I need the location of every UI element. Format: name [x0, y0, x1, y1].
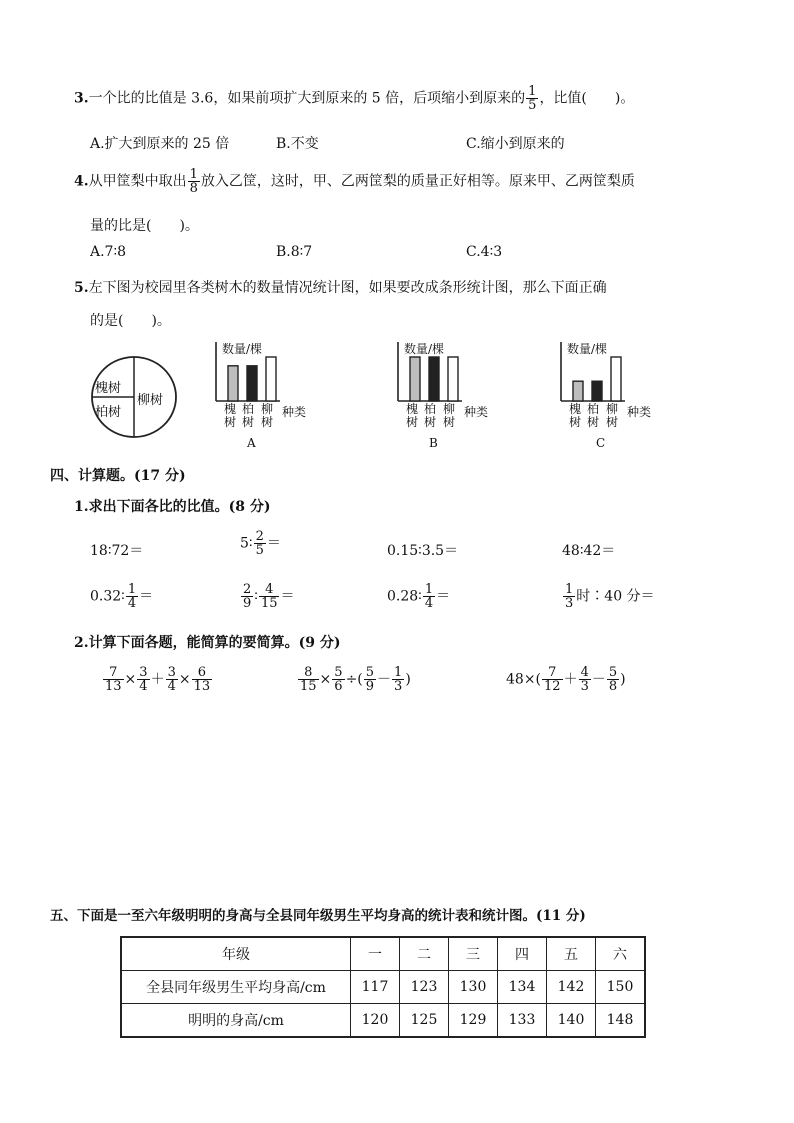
q3-option-a: A.扩大到原来的 25 倍 [90, 136, 230, 152]
expr-1: $\frac{7}{13}$ × $\frac{3}{4}$ ＋ $\frac{3}{4}$ × $\frac{6}{13}$ [105, 665, 211, 694]
table-cell: 四 [498, 937, 547, 971]
chart-c-ylabel: 数量/棵 [567, 342, 608, 356]
table-cell: 117 [351, 971, 400, 1004]
pie-label-bai: 柏树 [95, 405, 122, 420]
bar-2 [592, 381, 602, 401]
chart-b-xlabel: 种类 [464, 405, 489, 419]
bar-chart-a [200, 336, 330, 456]
chart-a-cat-3: 柳树 [261, 402, 274, 429]
q4-frac: $\frac{1}{8}$ [189, 167, 198, 196]
table-cell: 全县同年级男生平均身高/cm [121, 971, 351, 1004]
table-cell: 133 [498, 1004, 547, 1038]
q3-frac: $\frac{1}{5}$ [528, 84, 537, 113]
expr-3: 48×( $\frac{7}{12}$ ＋ $\frac{4}{3}$ － $\frac{5}{8}$ ) [506, 665, 626, 694]
table-row [121, 1004, 645, 1038]
height-table [120, 936, 646, 1038]
bar-2 [247, 366, 257, 401]
chart-a-cat-2: 柏树 [242, 402, 255, 429]
table-cell: 120 [351, 1004, 400, 1038]
q4-option-b: B.8∶7 [276, 244, 313, 260]
table-cell: 年级 [121, 937, 351, 971]
chart-a-plot [200, 336, 330, 456]
table-cell: 123 [400, 971, 449, 1004]
ratio-015-35: 0.15∶3.5＝ [387, 543, 459, 559]
ratio-third-hour-40min: $\frac{1}{3}$ 时∶40 分＝ [565, 582, 655, 611]
expr-2: $\frac{8}{15}$ × $\frac{5}{6}$ ÷( $\frac{5}{9}$ － $\frac{1}{3}$ ) [300, 665, 411, 694]
table-cell: 134 [498, 971, 547, 1004]
table-cell: 明明的身高/cm [121, 1004, 351, 1038]
chart-b-ylabel: 数量/棵 [404, 342, 445, 356]
chart-c-cat-1: 槐树 [569, 402, 582, 429]
q5-stem-cont: 的是( )。 [90, 313, 171, 329]
table-cell: 150 [596, 971, 646, 1004]
ratio-18-72: 18∶72＝ [90, 543, 144, 559]
chart-c-cat-3: 柳树 [606, 402, 619, 429]
table-row [121, 971, 645, 1004]
table-cell: 五 [547, 937, 596, 971]
bar-3 [611, 357, 621, 401]
q4-option-a: A.7∶8 [90, 244, 127, 260]
ratio-028-quarter: 0.28∶ $\frac{1}{4}$ ＝ [387, 582, 451, 611]
ratio-2over9-4over15: $\frac{2}{9}$ ∶ $\frac{4}{15}$ ＝ [243, 582, 295, 611]
table-cell: 125 [400, 1004, 449, 1038]
table-header-row [121, 937, 645, 971]
section-5-title: 五、下面是一至六年级明明的身高与全县同年级男生平均身高的统计表和统计图。(11 分) [50, 908, 586, 924]
bar-1 [228, 366, 238, 401]
q4-option-c: C.4∶3 [466, 244, 503, 260]
chart-c-xlabel: 种类 [627, 405, 652, 419]
table-cell: 130 [449, 971, 498, 1004]
section-4-part-2: 2.计算下面各题，能简算的要简算。(9 分) [74, 635, 341, 651]
ratio-5-2over5: 5∶ $\frac{2}{5}$ ＝ [240, 529, 281, 558]
chart-b-cat-2: 柏树 [424, 402, 437, 429]
table-cell: 140 [547, 1004, 596, 1038]
q3-stem: 3.一个比的比值是 3.6，如果前项扩大到原来的 5 倍，后项缩小到原来的 $\frac{1}{5}$ ，比值( )。 [74, 84, 635, 113]
bar-1 [410, 357, 420, 401]
q5-stem: 5.左下图为校园里各类树木的数量情况统计图，如果要改成条形统计图，那么下面正确 [74, 280, 607, 296]
chart-b-tag: B [429, 436, 438, 450]
bar-chart-c [545, 336, 675, 456]
pie-chart [88, 355, 184, 443]
chart-a-xlabel: 种类 [282, 405, 307, 419]
bar-3 [266, 357, 276, 401]
bar-3 [448, 357, 458, 401]
q3-option-b: B.不变 [276, 136, 319, 152]
bar-1 [573, 381, 583, 401]
table-cell: 142 [547, 971, 596, 1004]
table-cell: 三 [449, 937, 498, 971]
table-cell: 二 [400, 937, 449, 971]
q3-option-c: C.缩小到原来的 [466, 136, 565, 152]
ratio-48-42: 48∶42＝ [562, 543, 616, 559]
section-4-title: 四、计算题。(17 分) [50, 468, 186, 484]
bar-2 [429, 357, 439, 401]
chart-c-cat-2: 柏树 [587, 402, 600, 429]
chart-c-tag: C [596, 436, 606, 450]
table-cell: 148 [596, 1004, 646, 1038]
chart-c-plot [545, 336, 675, 456]
pie-label-huai: 槐树 [95, 381, 122, 396]
q4-stem-cont: 量的比是( )。 [90, 218, 199, 234]
q4-stem: 4.从甲筐梨中取出 $\frac{1}{8}$ 放入乙筐，这时，甲、乙两筐梨的质量正好相等。原来甲、乙两筐梨质 [74, 167, 635, 196]
ratio-032-quarter: 0.32∶ $\frac{1}{4}$ ＝ [90, 582, 154, 611]
chart-a-tag: A [247, 436, 256, 450]
section-4-part-1: 1.求出下面各比的比值。(8 分) [74, 499, 271, 515]
chart-b-plot [382, 336, 512, 456]
table-cell: 六 [596, 937, 646, 971]
bar-chart-b [382, 336, 512, 456]
pie-label-liu: 柳树 [137, 393, 164, 408]
table-cell: 129 [449, 1004, 498, 1038]
chart-a-cat-1: 槐树 [224, 402, 237, 429]
chart-b-cat-3: 柳树 [443, 402, 456, 429]
table-cell: 一 [351, 937, 400, 971]
chart-a-ylabel: 数量/棵 [222, 342, 263, 356]
chart-b-cat-1: 槐树 [406, 402, 419, 429]
